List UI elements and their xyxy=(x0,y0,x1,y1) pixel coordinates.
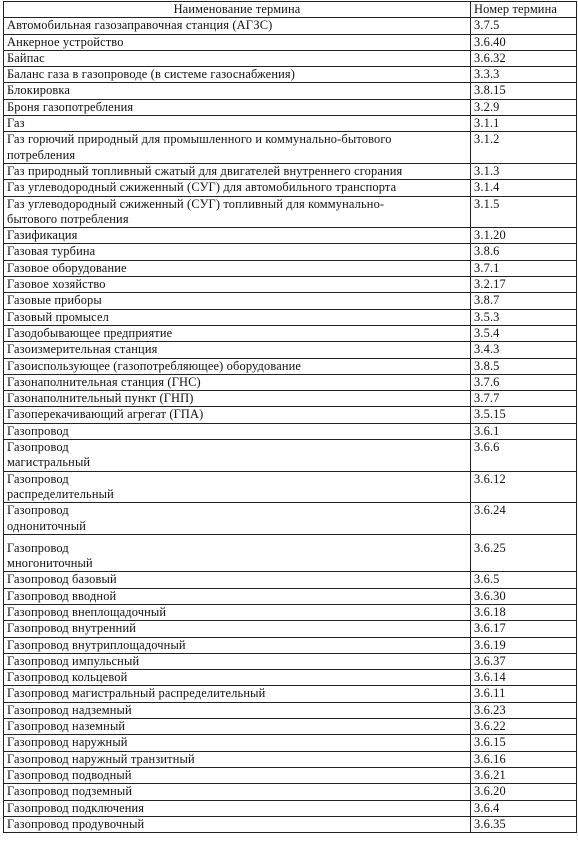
term-number-cell: 3.6.17 xyxy=(471,621,577,637)
term-name-line: Газопровод внеплощадочный xyxy=(7,604,167,619)
term-name-cell xyxy=(4,163,471,179)
term-number-cell: 3.3.3 xyxy=(471,67,577,83)
term-name-cell xyxy=(4,423,471,439)
table-row xyxy=(4,18,577,34)
term-number-cell: 3.5.15 xyxy=(471,407,577,423)
term-number-cell: 3.4.3 xyxy=(471,342,577,358)
term-name-cell xyxy=(4,196,471,228)
term-name-line: Газопровод наружный транзитный xyxy=(7,751,195,766)
term-name-cell xyxy=(4,637,471,653)
term-number-cell: 3.1.4 xyxy=(471,180,577,196)
term-name-line: Газопровод xyxy=(7,540,69,555)
term-number-cell: 3.6.22 xyxy=(471,719,577,735)
term-number-cell: 3.6.19 xyxy=(471,637,577,653)
term-name-cell xyxy=(4,471,471,503)
table-row xyxy=(4,67,577,83)
term-name-line: Газовое оборудование xyxy=(7,260,127,275)
term-name-cell xyxy=(4,534,471,572)
term-name-cell xyxy=(4,800,471,816)
term-name-cell xyxy=(4,440,471,472)
term-name-cell xyxy=(4,18,471,34)
term-name-line: Баланс газа в газопроводе (в системе газоснабжения) xyxy=(7,67,296,82)
term-name-line: Газовые приборы xyxy=(7,293,102,308)
table-row xyxy=(4,423,577,439)
term-name-cell xyxy=(4,621,471,637)
term-name-line: многониточный xyxy=(7,556,93,571)
term-number-cell: 3.6.24 xyxy=(471,503,577,535)
table-row xyxy=(4,116,577,132)
term-name-cell xyxy=(4,325,471,341)
table-row xyxy=(4,180,577,196)
term-name-line: Блокировка xyxy=(7,83,71,98)
term-name-line: Газ xyxy=(7,116,25,131)
table-row xyxy=(4,374,577,390)
term-number-cell: 3.1.1 xyxy=(471,116,577,132)
term-name-line: Газ горючий природный для промышленного и коммунально-бытового xyxy=(7,132,392,147)
term-name-line: Газопровод подземный xyxy=(7,784,133,799)
term-name-line: Газовая турбина xyxy=(7,244,96,259)
term-name-cell xyxy=(4,719,471,735)
term-number-cell: 3.7.1 xyxy=(471,260,577,276)
term-name-cell xyxy=(4,99,471,115)
table-row xyxy=(4,83,577,99)
table-row xyxy=(4,325,577,341)
term-name-cell xyxy=(4,735,471,751)
table-row xyxy=(4,196,577,228)
term-name-cell xyxy=(4,309,471,325)
term-number-cell: 3.7.7 xyxy=(471,391,577,407)
terms-index-table xyxy=(3,1,577,833)
term-number-cell: 3.6.23 xyxy=(471,702,577,718)
term-name-cell xyxy=(4,503,471,535)
table-row xyxy=(4,503,577,535)
term-number-cell: 3.1.3 xyxy=(471,163,577,179)
term-name-line: Газ природный топливный сжатый для двигателей внутреннего сгорания xyxy=(7,163,403,178)
term-number-cell: 3.6.5 xyxy=(471,572,577,588)
term-name-line: Броня газопотребления xyxy=(7,99,134,114)
table-row xyxy=(4,588,577,604)
term-name-line: Газопровод магистральный распределительный xyxy=(7,686,266,701)
term-name-line: распределительный xyxy=(7,486,114,501)
table-row xyxy=(4,751,577,767)
term-number-cell: 3.6.35 xyxy=(471,816,577,832)
term-name-cell xyxy=(4,604,471,620)
table-row xyxy=(4,391,577,407)
term-number-cell: 3.6.40 xyxy=(471,34,577,50)
term-name-cell xyxy=(4,342,471,358)
table-body xyxy=(4,18,577,833)
term-name-line: Газопровод подводный xyxy=(7,767,132,782)
term-name-cell xyxy=(4,277,471,293)
term-name-line: Байпас xyxy=(7,50,45,65)
table-row xyxy=(4,50,577,66)
table-row xyxy=(4,534,577,572)
term-name-line: Газопровод xyxy=(7,471,69,486)
term-name-line: Газопровод подключения xyxy=(7,800,145,815)
term-number-cell: 3.8.6 xyxy=(471,244,577,260)
term-name-line: Газоперекачивающий агрегат (ГПА) xyxy=(7,407,204,422)
table-row xyxy=(4,800,577,816)
term-number-cell: 3.1.5 xyxy=(471,196,577,228)
term-number-cell: 3.6.30 xyxy=(471,588,577,604)
term-name-cell xyxy=(4,132,471,164)
term-name-cell xyxy=(4,244,471,260)
term-number-cell: 3.6.32 xyxy=(471,50,577,66)
term-number-cell: 3.2.9 xyxy=(471,99,577,115)
term-number-cell: 3.1.20 xyxy=(471,228,577,244)
term-name-cell xyxy=(4,751,471,767)
table-row xyxy=(4,653,577,669)
term-number-cell: 3.6.25 xyxy=(471,534,577,572)
table-row xyxy=(4,670,577,686)
term-name-cell xyxy=(4,702,471,718)
term-name-cell xyxy=(4,228,471,244)
term-name-line: магистральный xyxy=(7,455,91,470)
term-name-cell xyxy=(4,407,471,423)
term-name-line: Газопровод внутренний xyxy=(7,621,137,636)
term-name-line: бытового потребления xyxy=(7,211,129,226)
term-name-cell xyxy=(4,50,471,66)
term-name-line: Газоизмерительная станция xyxy=(7,342,158,357)
term-name-cell xyxy=(4,572,471,588)
table-row xyxy=(4,244,577,260)
term-name-cell xyxy=(4,116,471,132)
term-number-cell: 3.6.16 xyxy=(471,751,577,767)
term-name-cell xyxy=(4,391,471,407)
term-number-cell: 3.6.20 xyxy=(471,784,577,800)
table-row xyxy=(4,163,577,179)
term-name-line: Газопровод надземный xyxy=(7,702,132,717)
term-number-cell: 3.6.4 xyxy=(471,800,577,816)
term-name-cell xyxy=(4,180,471,196)
table-row xyxy=(4,309,577,325)
term-name-line: Газ углеводородный сжиженный (СУГ) топливный для коммунально- xyxy=(7,196,385,211)
term-number-cell: 3.7.6 xyxy=(471,374,577,390)
term-name-line: Газовое хозяйство xyxy=(7,277,106,292)
table-row xyxy=(4,99,577,115)
term-number-cell: 3.1.2 xyxy=(471,132,577,164)
term-number-cell: 3.6.11 xyxy=(471,686,577,702)
term-name-line: Газопровод импульсный xyxy=(7,653,140,668)
table-row xyxy=(4,767,577,783)
term-number-cell: 3.2.17 xyxy=(471,277,577,293)
term-number-cell: 3.8.5 xyxy=(471,358,577,374)
table-header-row xyxy=(4,2,577,18)
term-name-cell xyxy=(4,260,471,276)
term-name-line: Газопровод продувочный xyxy=(7,816,145,831)
term-name-cell xyxy=(4,670,471,686)
table-row xyxy=(4,228,577,244)
table-row xyxy=(4,816,577,832)
term-name-line: однониточный xyxy=(7,518,86,533)
term-name-line: Газопровод наружный xyxy=(7,735,128,750)
term-name-cell xyxy=(4,686,471,702)
term-number-cell: 3.6.15 xyxy=(471,735,577,751)
term-number-cell: 3.5.3 xyxy=(471,309,577,325)
term-number-cell: 3.7.5 xyxy=(471,18,577,34)
table-row xyxy=(4,260,577,276)
term-name-line: Газовый промысел xyxy=(7,309,109,324)
table-row xyxy=(4,604,577,620)
table-row xyxy=(4,440,577,472)
term-number-cell: 3.6.18 xyxy=(471,604,577,620)
term-name-cell xyxy=(4,293,471,309)
term-number-cell: 3.6.37 xyxy=(471,653,577,669)
table-row xyxy=(4,293,577,309)
term-number-cell: 3.6.21 xyxy=(471,767,577,783)
term-name-line: Газопровод xyxy=(7,423,69,438)
table-row xyxy=(4,132,577,164)
term-number-cell: 3.6.6 xyxy=(471,440,577,472)
term-name-cell xyxy=(4,83,471,99)
term-name-cell xyxy=(4,374,471,390)
term-name-line: Автомобильная газозаправочная станция (АГЗС) xyxy=(7,18,273,33)
term-name-line: Газонаполнительная станция (ГНС) xyxy=(7,374,201,389)
table-row xyxy=(4,735,577,751)
term-name-line: Газификация xyxy=(7,228,78,243)
term-name-cell xyxy=(4,358,471,374)
term-name-line: Газ углеводородный сжиженный (СУГ) для автомобильного транспорта xyxy=(7,180,397,195)
term-name-cell xyxy=(4,784,471,800)
term-name-cell xyxy=(4,67,471,83)
term-number-cell: 3.6.14 xyxy=(471,670,577,686)
table-row xyxy=(4,784,577,800)
column-header-term-number: Номер термина xyxy=(471,2,577,18)
table-row xyxy=(4,407,577,423)
term-name-cell xyxy=(4,34,471,50)
term-name-line: потребления xyxy=(7,147,76,162)
term-name-line: Газопровод xyxy=(7,440,69,455)
table-row xyxy=(4,637,577,653)
term-name-line: Газопровод xyxy=(7,503,69,518)
table-row xyxy=(4,358,577,374)
term-name-line: Газопровод вводной xyxy=(7,588,117,603)
term-name-cell xyxy=(4,767,471,783)
term-name-line: Газонаполнительный пункт (ГНП) xyxy=(7,391,194,406)
table-row xyxy=(4,34,577,50)
term-name-cell xyxy=(4,816,471,832)
term-name-line: Газодобывающее предприятие xyxy=(7,325,173,340)
table-row xyxy=(4,621,577,637)
table-row xyxy=(4,686,577,702)
term-name-line: Газоиспользующее (газопотребляющее) оборудование xyxy=(7,358,302,373)
column-header-term-name: Наименование термина xyxy=(4,2,471,18)
term-number-cell: 3.5.4 xyxy=(471,325,577,341)
term-number-cell: 3.8.7 xyxy=(471,293,577,309)
term-name-line: Анкерное устройство xyxy=(7,34,124,49)
table-row xyxy=(4,471,577,503)
term-number-cell: 3.6.12 xyxy=(471,471,577,503)
term-name-cell xyxy=(4,653,471,669)
term-name-line: Газопровод наземный xyxy=(7,719,126,734)
term-number-cell: 3.8.15 xyxy=(471,83,577,99)
table-row xyxy=(4,572,577,588)
table-row xyxy=(4,277,577,293)
table-row xyxy=(4,342,577,358)
term-number-cell: 3.6.1 xyxy=(471,423,577,439)
term-name-line: Газопровод базовый xyxy=(7,572,117,587)
term-name-cell xyxy=(4,588,471,604)
term-name-line: Газопровод кольцевой xyxy=(7,670,128,685)
table-row xyxy=(4,719,577,735)
table-row xyxy=(4,702,577,718)
term-name-line: Газопровод внутриплощадочный xyxy=(7,637,186,652)
